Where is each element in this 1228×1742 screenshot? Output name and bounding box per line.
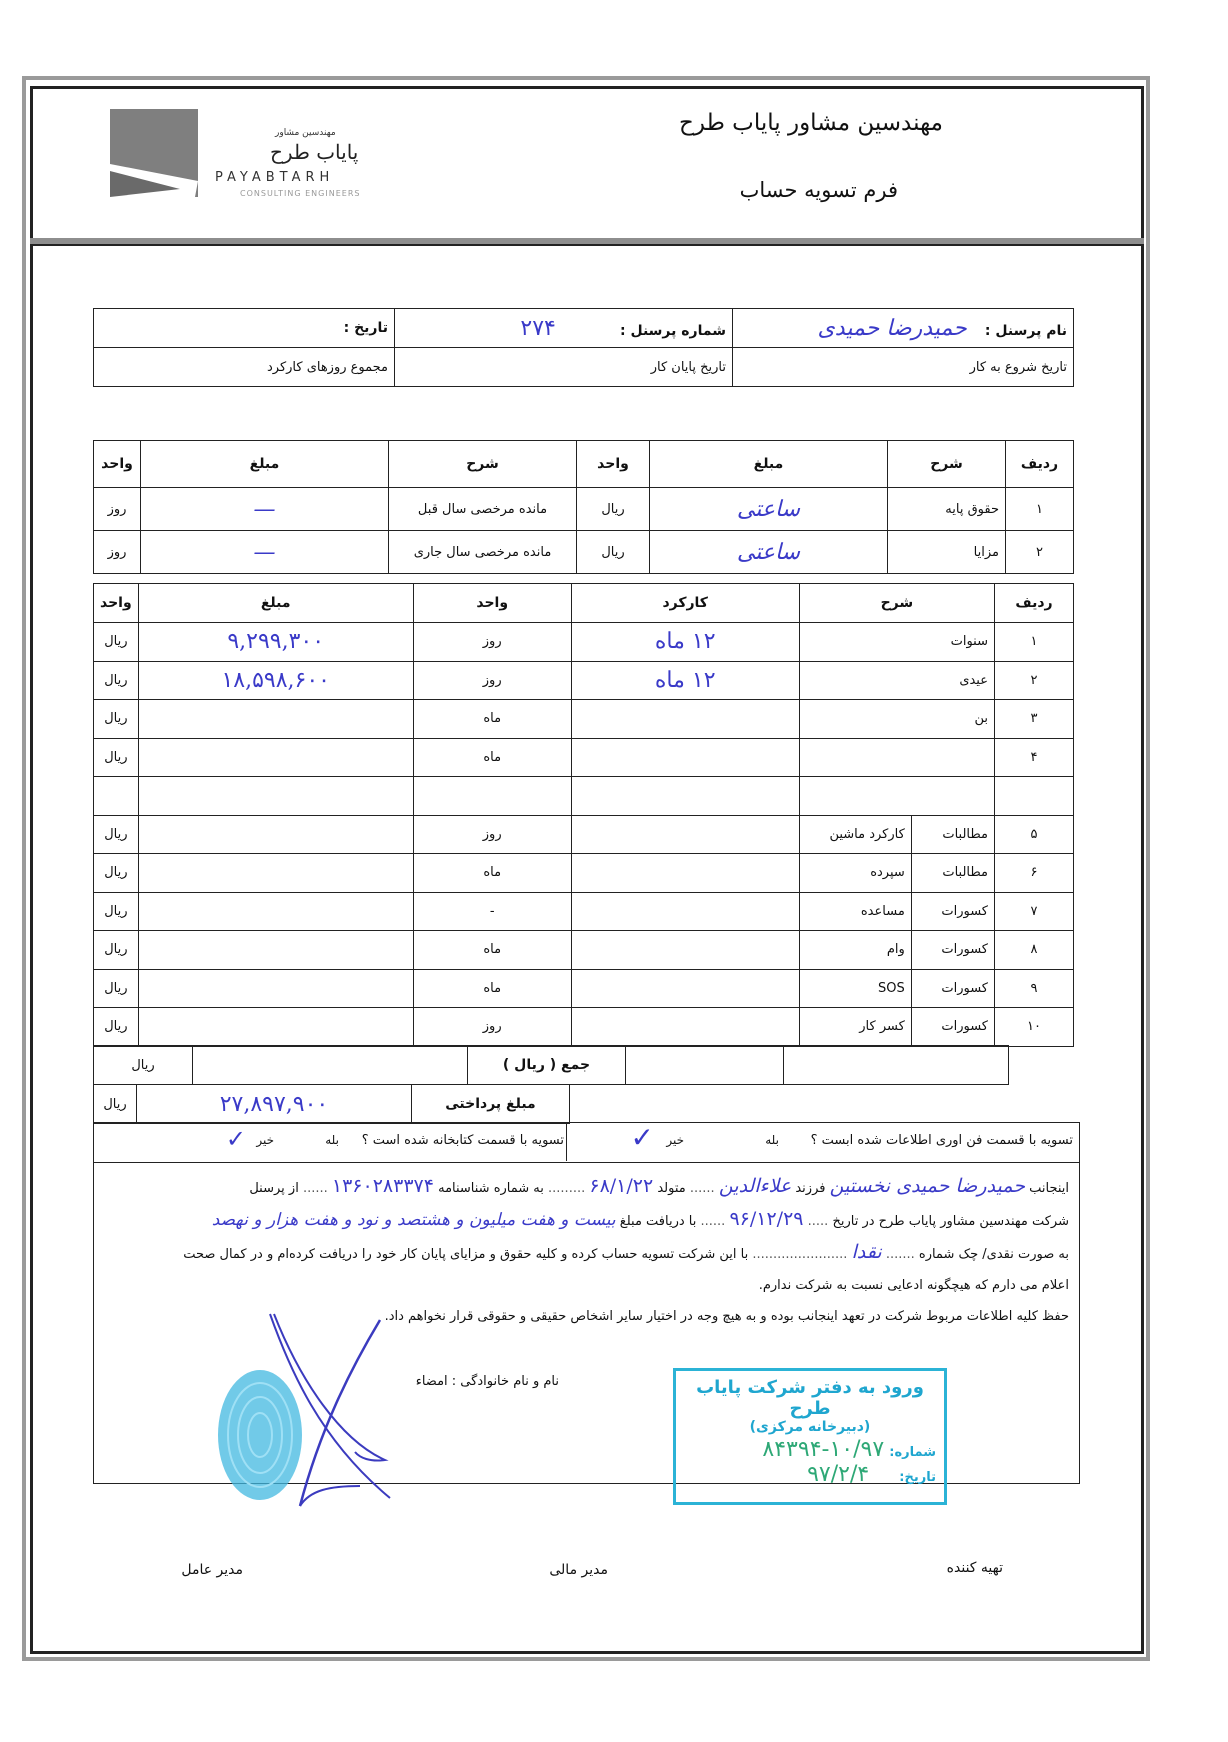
row-desc: عیدی <box>799 661 994 700</box>
row-work[interactable] <box>571 700 799 739</box>
row-desc: SOS <box>799 969 911 1008</box>
row-currency: ریال <box>94 700 139 739</box>
row-work[interactable] <box>571 1008 799 1047</box>
row-amount[interactable] <box>138 777 413 816</box>
it-no-option[interactable]: خیر <box>666 1133 684 1147</box>
birth-date-field[interactable]: ۶۸/۱/۲۲ <box>589 1175 654 1197</box>
stamp-date: ۹۷/۲/۴ <box>807 1462 870 1487</box>
row-number: ۳ <box>995 700 1074 739</box>
row-unit <box>413 777 571 816</box>
row-amount[interactable] <box>138 931 413 970</box>
row-amount[interactable] <box>138 700 413 739</box>
row-desc: کارکرد ماشین <box>799 815 911 854</box>
row-amount[interactable] <box>138 1008 413 1047</box>
declaration-line-1: اینجانب حمیدرضا حمیدی نخستین فرزند علاءالدین ...... متولد ۶۸/۱/۲۲ ......... به شماره شناسنامه ۱۳۶۰۲۸۳۳۷۴ ...... از پرسنل <box>249 1175 1069 1197</box>
date-label: تاریخ : <box>343 320 388 336</box>
row-number: ۶ <box>995 854 1074 893</box>
logo-icon <box>110 109 198 197</box>
company-title: مهندسین مشاور پایاب طرح <box>679 110 943 136</box>
paid-table <box>93 1084 570 1124</box>
row-amount2[interactable]: — <box>141 488 389 531</box>
total-blank-1 <box>784 1046 1009 1085</box>
row-desc: مساعده <box>799 892 911 931</box>
row-work[interactable] <box>571 854 799 893</box>
text: اینجانب <box>1029 1181 1069 1196</box>
row-amount[interactable]: ۱۸,۵۹۸,۶۰۰ <box>138 661 413 700</box>
row-desc: حقوق پایه <box>888 488 1006 531</box>
row-category: مطالبات <box>911 815 994 854</box>
table-row <box>94 1008 1074 1047</box>
declaration-line-5: حفظ کلیه اطلاعات مربوط شرکت در تعهد اینجانب بوده و به هیچ وجه در اختیار سایر اشخاص حقیقی و حقوقی قرار نخواهم داد. <box>384 1309 1069 1324</box>
row-number: ۹ <box>995 969 1074 1008</box>
row-amount2[interactable]: — <box>141 531 389 574</box>
checkmark-icon: ✓ <box>225 1125 246 1153</box>
row-amount[interactable]: ساعتی <box>650 531 888 574</box>
row-unit: ماه <box>413 931 571 970</box>
row-category: کسورات <box>911 892 994 931</box>
row-amount[interactable]: ساعتی <box>650 488 888 531</box>
declaration-line-2: شرکت مهندسین مشاور پایاب طرح در تاریخ ..... ۹۶/۱۲/۲۹ ...... با دریافت مبلغ بیست و هفت میلیون و هشتصد و نود و هفت هزار و نهصد <box>211 1208 1069 1230</box>
row-unit: روز <box>413 661 571 700</box>
row-number: ۵ <box>995 815 1074 854</box>
col-header: مبلغ <box>650 441 888 488</box>
row-number: ۷ <box>995 892 1074 931</box>
text: از پرسنل <box>249 1181 299 1196</box>
row-amount[interactable] <box>138 969 413 1008</box>
row-desc: وام <box>799 931 911 970</box>
row-category: مطالبات <box>911 854 994 893</box>
row-number: ۲ <box>1006 531 1074 574</box>
row-amount[interactable] <box>138 854 413 893</box>
logo-text-en: PAYABTARH <box>215 170 335 185</box>
totals-table <box>93 1045 1009 1085</box>
stamp-number: ۱۰/۹۷-۸۴۳۹۴ <box>762 1437 885 1462</box>
it-settlement-cell <box>566 1123 1079 1161</box>
row-unit: روز <box>413 815 571 854</box>
row-unit: - <box>413 892 571 931</box>
start-date-label: تاریخ شروع به کار <box>969 359 1067 375</box>
library-yes-option[interactable]: بله <box>325 1133 339 1147</box>
row-amount[interactable] <box>138 738 413 777</box>
stamp-title: ورود به دفتر شرکت پایاب طرح <box>696 1377 924 1419</box>
row-currency: ریال <box>94 815 139 854</box>
table-row <box>94 623 1074 662</box>
row-work[interactable] <box>571 777 799 816</box>
stamp-date-label: تاریخ: <box>899 1470 936 1485</box>
form-title: فرم تسویه حساب <box>739 178 898 202</box>
row-desc2: مانده مرخصی سال جاری <box>389 531 577 574</box>
name-value: حمیدرضا حمیدی <box>817 315 967 341</box>
col-header: شرح <box>389 441 577 488</box>
row-desc: کسر کار <box>799 1008 911 1047</box>
row-desc2: مانده مرخصی سال قبل <box>389 488 577 531</box>
row-desc: بن <box>799 700 994 739</box>
text: فرزند <box>795 1181 826 1196</box>
col-header: شرح <box>799 584 994 623</box>
row-currency <box>94 777 139 816</box>
preparer-signature-label: تهیه کننده <box>946 1560 1003 1576</box>
salary-table <box>93 440 1074 574</box>
row-amount[interactable]: ۹,۲۹۹,۳۰۰ <box>138 623 413 662</box>
table-row <box>94 892 1074 931</box>
row-work[interactable]: ۱۲ ماه <box>571 661 799 700</box>
logo-mark <box>110 109 198 197</box>
signature-icon <box>260 1310 420 1510</box>
col-header: ردیف <box>995 584 1074 623</box>
col-header: مبلغ <box>141 441 389 488</box>
id-number-field[interactable]: ۱۳۶۰۲۸۳۳۷۴ <box>331 1175 434 1197</box>
row-currency: ریال <box>94 661 139 700</box>
end-date-label: تاریخ پایان کار <box>650 359 726 375</box>
office-entry-stamp <box>673 1368 947 1505</box>
col-header: ردیف <box>1006 441 1074 488</box>
total-blank-2 <box>626 1046 784 1085</box>
row-currency: ریال <box>94 1008 139 1047</box>
employee-name-field[interactable]: حمیدرضا حمیدی نخستین <box>829 1175 1025 1197</box>
row-unit: ماه <box>413 738 571 777</box>
table-row <box>94 931 1074 970</box>
col-header: واحد <box>94 584 139 623</box>
col-header: مبلغ <box>138 584 413 623</box>
text: با این شرکت تسویه حساب کرده و کلیه حقوق و مزایای پایان کار خود را دریافت کرده‌ام و در کمال صحت <box>183 1247 749 1262</box>
stamp-subtitle: (دبیرخانه مرکزی) <box>749 1419 871 1435</box>
row-currency: ریال <box>94 931 139 970</box>
paid-value[interactable]: ۲۷,۸۹۷,۹۰۰ <box>137 1085 412 1124</box>
row-unit: ریال <box>577 531 650 574</box>
total-days-cell[interactable] <box>94 348 395 387</box>
row-amount[interactable] <box>138 815 413 854</box>
row-work[interactable] <box>571 815 799 854</box>
row-unit: روز <box>413 623 571 662</box>
row-currency: ریال <box>94 854 139 893</box>
total-days-label: مجموع روزهای کارکرد <box>266 359 388 375</box>
header-divider <box>30 238 1144 246</box>
row-work[interactable] <box>571 892 799 931</box>
row-work[interactable] <box>571 738 799 777</box>
row-unit: روز <box>413 1008 571 1047</box>
table-row <box>94 488 1074 531</box>
table-row <box>94 738 1074 777</box>
checkmark-icon: ✓ <box>630 1121 654 1154</box>
col-header: شرح <box>888 441 1006 488</box>
row-category: کسورات <box>911 931 994 970</box>
logo-text-fa: پایاب طرح <box>270 140 359 164</box>
row-amount[interactable] <box>138 892 413 931</box>
text: با دریافت مبلغ <box>619 1214 697 1229</box>
paid-currency: ریال <box>94 1085 137 1124</box>
declaration-line-3: به صورت نقدی/ چک شماره ....... نقدا ....................... با این شرکت تسویه حساب کرده و کلیه حقوق و مزایای پایان کار خود را دریافت کرده‌ام و در کمال صحت <box>183 1241 1069 1263</box>
table-row <box>94 661 1074 700</box>
row-work[interactable] <box>571 969 799 1008</box>
row-number: ۴ <box>995 738 1074 777</box>
row-currency: ریال <box>94 892 139 931</box>
row-currency: ریال <box>94 738 139 777</box>
row-unit2: روز <box>94 488 141 531</box>
row-unit: ماه <box>413 969 571 1008</box>
settlement-items-table <box>93 583 1074 1047</box>
row-desc <box>799 777 994 816</box>
row-work[interactable]: ۱۲ ماه <box>571 623 799 662</box>
text: متولد <box>657 1181 686 1196</box>
col-header: واحد <box>94 441 141 488</box>
library-no-option[interactable]: خیر <box>256 1133 274 1147</box>
signature-label: نام و نام خانوادگی : امضاء <box>415 1374 559 1389</box>
row-number: ۱۰ <box>995 1008 1074 1047</box>
row-unit: ریال <box>577 488 650 531</box>
personnel-no-label: شماره پرسنل : <box>619 322 726 339</box>
library-settlement-cell <box>94 1123 564 1161</box>
row-desc: سپرده <box>799 854 911 893</box>
total-label: جمع ( ریال ) <box>468 1046 626 1085</box>
table-row <box>94 777 1074 816</box>
row-desc <box>799 738 994 777</box>
settlement-date-field[interactable]: ۹۶/۱۲/۲۹ <box>729 1208 804 1230</box>
total-value[interactable] <box>193 1046 468 1085</box>
name-label: نام پرسنل : <box>984 322 1067 339</box>
date-cell[interactable] <box>94 309 395 348</box>
row-work[interactable] <box>571 931 799 970</box>
it-yes-option[interactable]: بله <box>765 1133 779 1147</box>
row-unit: ماه <box>413 700 571 739</box>
ceo-signature-label: مدیر عامل <box>181 1562 243 1578</box>
text: به صورت نقدی/ چک شماره <box>918 1247 1069 1262</box>
personnel-info-table <box>93 308 1074 387</box>
row-number: ۸ <box>995 931 1074 970</box>
it-question: تسویه با قسمت فن اوری اطلاعات شده ابست ؟ <box>810 1133 1073 1148</box>
row-number: ۱ <box>995 623 1074 662</box>
logo-text-small: مهندسین مشاور <box>275 128 336 138</box>
row-number <box>995 777 1074 816</box>
row-category: کسورات <box>911 1008 994 1047</box>
col-header: کارکرد <box>571 584 799 623</box>
amount-words-field[interactable]: بیست و هفت میلیون و هشتصد و نود و هفت هزار و نهصد <box>211 1210 616 1230</box>
row-unit: ماه <box>413 854 571 893</box>
text: شرکت مهندسین مشاور پایاب طرح در تاریخ <box>832 1214 1069 1229</box>
table-row <box>94 531 1074 574</box>
declaration-line-4: اعلام می دارم که هیچگونه ادعایی نسبت به شرکت ندارم. <box>758 1278 1069 1293</box>
table-row <box>94 969 1074 1008</box>
personnel-no-value: ۲۷۴ <box>520 315 556 341</box>
stamp-number-label: شماره: <box>889 1445 936 1460</box>
start-date-cell[interactable] <box>733 348 1074 387</box>
end-date-cell[interactable] <box>395 348 733 387</box>
text: به شماره شناسنامه <box>438 1181 544 1196</box>
father-name-field[interactable]: علاءالدین <box>718 1175 792 1197</box>
row-currency: ریال <box>94 969 139 1008</box>
settlement-row <box>93 1122 1080 1163</box>
table-row <box>94 854 1074 893</box>
row-number: ۱ <box>1006 488 1074 531</box>
row-number: ۲ <box>995 661 1074 700</box>
personnel-no-cell[interactable] <box>395 309 733 348</box>
table-row <box>94 700 1074 739</box>
table-row <box>94 815 1074 854</box>
col-header: واحد <box>577 441 650 488</box>
row-desc: مزایا <box>888 531 1006 574</box>
row-desc: سنوات <box>799 623 994 662</box>
row-currency: ریال <box>94 623 139 662</box>
col-header: واحد <box>413 584 571 623</box>
row-category: کسورات <box>911 969 994 1008</box>
row-unit2: روز <box>94 531 141 574</box>
paid-label: مبلغ پرداختی <box>412 1085 570 1124</box>
library-question: تسویه با قسمت کتابخانه شده است ؟ <box>361 1133 564 1148</box>
logo-text-sub: CONSULTING ENGINEERS <box>240 189 361 198</box>
cheque-number-field[interactable]: نقدا <box>851 1241 882 1263</box>
total-currency: ریال <box>94 1046 193 1085</box>
finance-manager-signature-label: مدیر مالی <box>549 1562 608 1578</box>
name-cell[interactable] <box>733 309 1074 348</box>
